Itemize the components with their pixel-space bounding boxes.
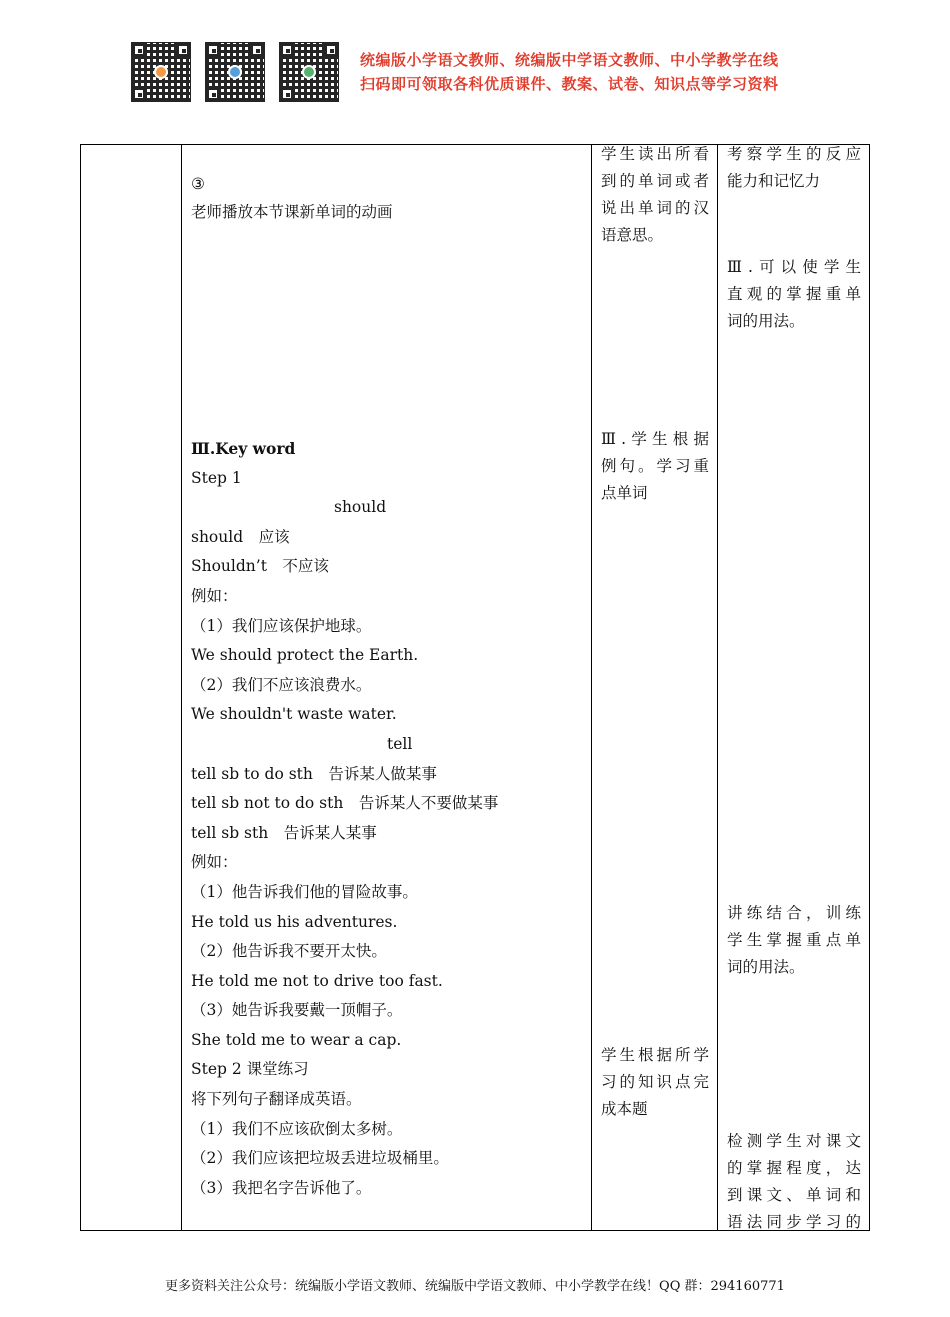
keyword-tell: tell — [387, 734, 413, 753]
student-activity-1 — [601, 141, 709, 249]
step-marker: ③ — [191, 175, 205, 193]
table-col-border — [717, 144, 718, 1231]
example-en: He told me not to drive too fast. — [191, 971, 443, 990]
intent-text: 语法同步学习的 — [727, 1213, 861, 1231]
intent-text: 词的用法。 — [727, 312, 805, 330]
page-footer: 更多资料关注公众号：统编版小学语文教师、统编版中学语文教师、中小学教学在线！QQ 群：294160771 — [165, 1279, 785, 1294]
qr-finder — [132, 87, 146, 101]
intent-text: 检测学生对课文 — [727, 1132, 861, 1150]
step1-label: Step 1 — [191, 468, 242, 487]
qr-finder — [132, 43, 146, 57]
table-col-border — [181, 144, 182, 1231]
header-line-2: 扫码即可领取各科优质课件、教案、试卷、知识点等学习资料 — [360, 75, 779, 93]
design-intent-3 — [727, 900, 861, 981]
example-en: She told me to wear a cap. — [191, 1030, 402, 1049]
key-word-section — [191, 434, 498, 1203]
task-item: （3）我把名字告诉他了。 — [191, 1178, 372, 1197]
qr-finder — [250, 43, 264, 57]
intent-text: 词的用法。 — [727, 958, 805, 976]
student-text: 学生根据所学 — [601, 1046, 709, 1064]
keyword-should: should — [334, 498, 387, 517]
student-text: Ⅲ.学生根据 — [601, 430, 709, 448]
design-intent-1 — [727, 141, 861, 195]
student-text: 成本题 — [601, 1100, 648, 1118]
section-title: Ⅲ.Key word — [191, 439, 296, 458]
tell-usage: tell sb not to do sth 告诉某人不要做某事 — [191, 794, 499, 813]
should-meaning: should 应该 — [191, 527, 290, 546]
example-cn: （1）我们应该保护地球。 — [191, 616, 372, 635]
qr-finder — [206, 43, 220, 57]
intro-text: 老师播放本节课新单词的动画 — [191, 202, 393, 221]
tell-usage: tell sb sth 告诉某人某事 — [191, 823, 377, 842]
step2-label: Step 2 课堂练习 — [191, 1060, 309, 1079]
student-text: 习的知识点完 — [601, 1073, 709, 1091]
example-en: We shouldn't waste water. — [191, 705, 397, 724]
example-cn: （2）他告诉我不要开太快。 — [191, 942, 387, 961]
intent-text: 学生掌握重点单 — [727, 931, 861, 949]
qr-finder — [324, 43, 338, 57]
example-label: 例如： — [191, 586, 238, 605]
qr-finder — [280, 43, 294, 57]
table-col-border — [80, 144, 81, 1231]
tell-usage: tell sb to do sth 告诉某人做某事 — [191, 764, 437, 783]
task-item: （2）我们应该把垃圾丢进垃圾桶里。 — [191, 1149, 449, 1168]
intent-text: 考察学生的反应 — [727, 145, 861, 163]
header-line-1: 统编版小学语文教师、统编版中学语文教师、中小学教学在线 — [360, 51, 779, 69]
example-en: He told us his adventures. — [191, 912, 398, 931]
intent-text: 讲练结合，训练 — [727, 904, 861, 922]
qr-logo-icon — [302, 65, 316, 79]
design-intent-2 — [727, 254, 861, 335]
intent-text: 直观的掌握重单 — [727, 285, 861, 303]
shouldnt-meaning: Shouldn’t 不应该 — [191, 557, 329, 576]
example-en: We should protect the Earth. — [191, 646, 419, 665]
task-item: （1）我们不应该砍倒太多树。 — [191, 1119, 403, 1138]
intent-text: 的掌握程度，达 — [727, 1159, 861, 1177]
qr-finder — [280, 87, 294, 101]
qr-logo-icon — [228, 65, 242, 79]
qr-code-1[interactable] — [131, 42, 191, 102]
intent-text: Ⅲ.可以使学生 — [727, 258, 861, 276]
design-intent-4 — [727, 1128, 861, 1236]
example-cn: （2）我们不应该浪费水。 — [191, 675, 372, 694]
intent-text: 能力和记忆力 — [727, 172, 821, 190]
qr-finder — [206, 87, 220, 101]
example-cn: （1）他告诉我们他的冒险故事。 — [191, 882, 418, 901]
qr-code-3[interactable] — [279, 42, 339, 102]
qr-code-2[interactable] — [205, 42, 265, 102]
qr-finder — [176, 43, 190, 57]
header-banner — [360, 48, 779, 96]
example-label: 例如： — [191, 853, 238, 872]
example-cn: （3）她告诉我要戴一顶帽子。 — [191, 1001, 403, 1020]
student-activity-3 — [601, 1042, 709, 1123]
student-text: 学生读出所看 — [601, 145, 709, 163]
student-text: 到的单词或者 — [601, 172, 709, 190]
table-col-border — [591, 144, 592, 1231]
qr-logo-icon — [154, 65, 168, 79]
student-activity-2 — [601, 426, 709, 507]
student-text: 例句。学习重 — [601, 457, 709, 475]
task-instruction: 将下列句子翻译成英语。 — [191, 1090, 362, 1109]
teacher-activity-cell — [191, 170, 393, 227]
student-text: 说出单词的汉 — [601, 199, 709, 217]
table-col-border — [869, 144, 870, 1231]
student-text: 语意思。 — [601, 226, 664, 244]
intent-text: 到课文、单词和 — [727, 1186, 861, 1204]
student-text: 点单词 — [601, 484, 648, 502]
